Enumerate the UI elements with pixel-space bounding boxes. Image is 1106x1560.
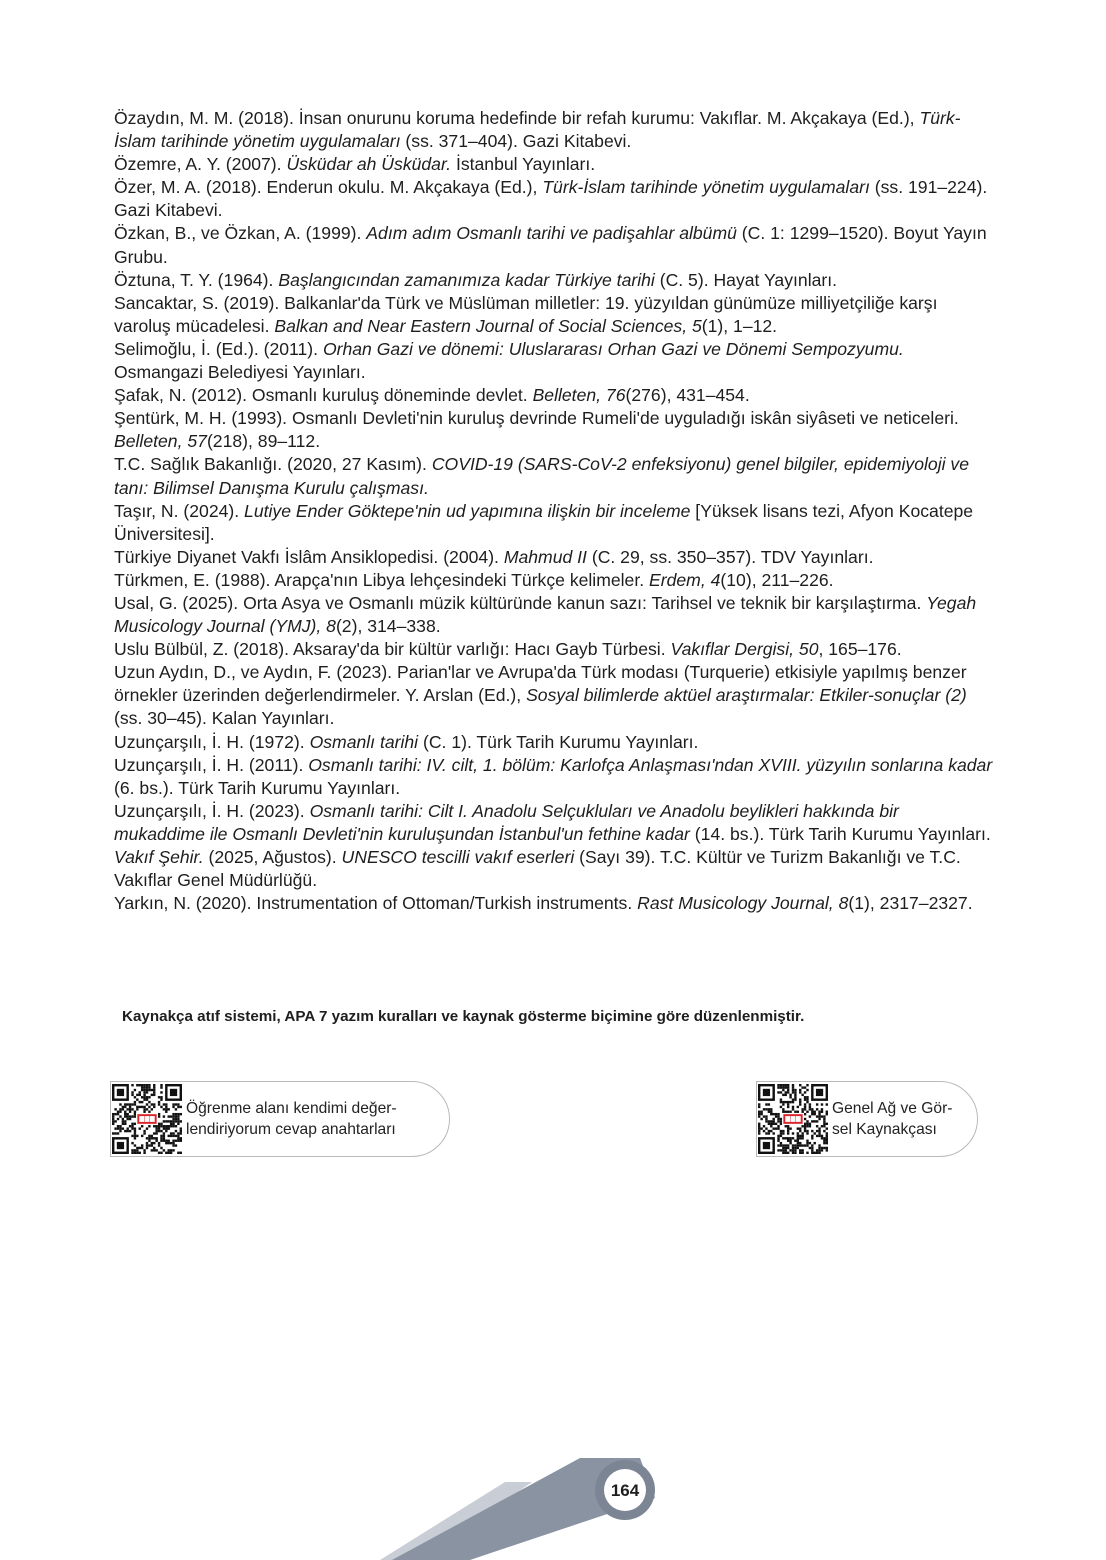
- page-number: 164: [610, 1481, 640, 1500]
- reference-entry: [114, 592, 994, 638]
- reference-text: Şentürk, M. H. (1993). Osmanlı Devleti'nin kuruluş devrinde Rumeli'de uyguladığı iskân siyâseti ve neticeleri.: [114, 408, 959, 429]
- reference-text: Uslu Bülbül, Z. (2018). Aksaray'da bir kültür varlığı: Hacı Gayb Türbesi.: [114, 639, 671, 660]
- reference-text: (C. 1). Türk Tarih Kurumu Yayınları.: [418, 731, 699, 752]
- qr-code-icon: [758, 1084, 828, 1154]
- reference-text: Usal, G. (2025). Orta Asya ve Osmanlı müzik kültüründe kanun sazı: Tarihsel ve teknik bir karşılaştırma.: [114, 592, 927, 613]
- reference-title: Belleten, 57: [114, 431, 207, 452]
- reference-title: Adım adım Osmanlı tarihi ve padişahlar albümü: [366, 223, 737, 244]
- reference-title: Sosyal bilimlerde aktüel araştırmalar: Etkiler-sonuçlar (2): [526, 685, 967, 706]
- reference-title: Rast Musicology Journal, 8: [637, 893, 849, 914]
- reference-entry: [114, 407, 994, 453]
- qr-link-label: [828, 1098, 952, 1140]
- reference-list: [114, 107, 994, 915]
- reference-text: (ss. 30–45). Kalan Yayınları.: [114, 708, 335, 729]
- answer-keys-qr-link[interactable]: [110, 1081, 450, 1157]
- reference-text: Uzunçarşılı, İ. H. (2011).: [114, 754, 309, 775]
- reference-text: (1), 2317–2327.: [848, 893, 973, 914]
- reference-text: Yarkın, N. (2020). Instrumentation of Ottoman/Turkish instruments.: [114, 893, 638, 914]
- reference-text: (2), 314–338.: [335, 616, 441, 637]
- reference-text: Osmangazi Belediyesi Yayınları.: [114, 362, 366, 383]
- reference-text: Özkan, B., ve Özkan, A. (1999).: [114, 223, 367, 244]
- reference-entry: [114, 292, 994, 338]
- reference-text: (C. 29, ss. 350–357). TDV Yayınları.: [586, 546, 874, 567]
- reference-title: Mahmud II: [503, 546, 587, 567]
- reference-text: (14. bs.). Türk Tarih Kurumu Yayınları.: [689, 823, 991, 844]
- reference-text: (10), 211–226.: [720, 569, 834, 590]
- reference-title: Türk-İslam tarihinde yönetim uygulamaları: [114, 108, 961, 152]
- reference-text: (C. 5). Hayat Yayınları.: [654, 269, 838, 290]
- reference-text: (218), 89–112.: [206, 431, 321, 452]
- qr-label-line: Genel Ağ ve Gör-: [832, 1100, 953, 1117]
- reference-entry: [114, 569, 994, 592]
- reference-text: Öztuna, T. Y. (1964).: [114, 269, 279, 290]
- citation-note: Kaynakça atıf sistemi, APA 7 yazım kuralları ve kaynak gösterme biçimine göre düzenlenmiştir.: [122, 1008, 805, 1025]
- visual-sources-qr-link[interactable]: [756, 1081, 978, 1157]
- qr-label-line: sel Kaynakçası: [832, 1121, 937, 1138]
- reference-entry: [114, 453, 994, 499]
- reference-entry: [114, 731, 994, 754]
- reference-text: (C. 1: 1299–1520). Boyut Yayın Grubu.: [114, 223, 987, 267]
- reference-text: İstanbul Yayınları.: [451, 154, 596, 175]
- reference-title: Vakıf Şehir.: [114, 847, 204, 867]
- reference-text: Uzun Aydın, D., ve Aydın, F. (2023). Parian'lar ve Avrupa'da Türk modası (Turquerie) etkisiyle yapılmış benzer örnekler üzerinden değerlendirmeler. Y. Arslan (Ed.),: [114, 662, 967, 706]
- qr-link-label: [182, 1098, 397, 1140]
- qr-code-icon: [112, 1084, 182, 1154]
- reference-text: (6. bs.). Türk Tarih Kurumu Yayınları.: [114, 777, 401, 798]
- reference-text: Türkiye Diyanet Vakfı İslâm Ansiklopedisi. (2004).: [114, 546, 504, 567]
- reference-text: Özer, M. A. (2018). Enderun okulu. M. Akçakaya (Ed.),: [114, 177, 543, 198]
- reference-text: Uzunçarşılı, İ. H. (1972).: [114, 731, 310, 752]
- reference-title: UNESCO tescilli vakıf eserleri: [341, 847, 575, 867]
- reference-text: (2025, Ağustos).: [203, 847, 342, 867]
- reference-entry: [114, 638, 994, 661]
- reference-title: Lutiye Ender Göktepe'nin ud yapımına ilişkin bir inceleme: [244, 500, 691, 521]
- reference-title: Balkan and Near Eastern Journal of Social Sciences, 5: [274, 315, 702, 336]
- reference-text: Türkmen, E. (1988). Arapça'nın Libya lehçesindeki Türkçe kelimeler.: [114, 569, 650, 590]
- reference-text: Selimoğlu, İ. (Ed.). (2011).: [114, 338, 323, 359]
- reference-title: COVID-19 (SARS-CoV-2 enfeksiyonu) genel bilgiler, epidemiyoloji ve tanı: Bilimsel Danışma Kurulu çalışması.: [114, 454, 969, 498]
- reference-title: Yegah Musicology Journal (YMJ), 8: [114, 592, 977, 637]
- reference-text: Sancaktar, S. (2019). Balkanlar'da Türk ve Müslüman milletler: 19. yüzyıldan günümüze milliyetçiliğe karşı varoluş mücadelesi.: [114, 292, 938, 336]
- reference-text: Şafak, N. (2012). Osmanlı kuruluş döneminde devlet.: [114, 385, 533, 406]
- reference-entry: [114, 846, 994, 892]
- reference-entry: [114, 800, 994, 846]
- reference-title: Erdem, 4: [649, 569, 721, 590]
- reference-entry: [114, 892, 994, 915]
- reference-text: (ss. 191–224). Gazi Kitabevi.: [114, 177, 988, 221]
- reference-entry: [114, 500, 994, 546]
- reference-title: Osmanlı tarihi: Cilt I. Anadolu Selçukluları ve Anadolu beylikleri hakkında bir mukaddime ile Osmanlı Devleti'nin kuruluşundan İstanbul'un fethine kadar: [114, 800, 899, 844]
- reference-text: Özaydın, M. M. (2018). İnsan onurunu koruma hedefinde bir refah kurumu: Vakıflar. M. Akçakaya (Ed.),: [114, 108, 920, 128]
- reference-text: Uzunçarşılı, İ. H. (2023).: [114, 800, 310, 821]
- reference-text: (1), 1–12.: [701, 315, 778, 336]
- reference-title: Osmanlı tarihi: IV. cilt, 1. bölüm: Karlofça Anlaşması'ndan XVIII. yüzyılın sonlarına kadar: [308, 754, 993, 775]
- reference-text: Özemre, A. Y. (2007).: [114, 154, 287, 175]
- reference-entry: [114, 269, 994, 292]
- reference-entry: [114, 384, 994, 407]
- reference-text: Taşır, N. (2024).: [114, 500, 245, 521]
- reference-text: (276), 431–454.: [625, 385, 750, 406]
- reference-text: (Sayı 39). T.C. Kültür ve Turizm Bakanlığı ve T.C. Vakıflar Genel Müdürlüğü.: [114, 847, 961, 891]
- reference-text: [Yüksek lisans tezi, Afyon Kocatepe Üniversitesi].: [114, 500, 974, 544]
- reference-entry: [114, 546, 994, 569]
- reference-entry: [114, 222, 994, 268]
- reference-title: Osmanlı tarihi: [309, 731, 419, 752]
- qr-label-line: Öğrenme alanı kendimi değer-: [186, 1100, 397, 1117]
- reference-text: (ss. 371–404). Gazi Kitabevi.: [400, 131, 632, 152]
- reference-entry: [114, 153, 994, 176]
- reference-entry: [114, 176, 994, 222]
- reference-text: T.C. Sağlık Bakanlığı. (2020, 27 Kasım).: [114, 454, 432, 475]
- reference-title: Vakıflar Dergisi, 50: [670, 639, 819, 660]
- reference-entry: [114, 754, 994, 800]
- reference-entry: [114, 661, 994, 730]
- reference-title: Türk-İslam tarihinde yönetim uygulamaları: [542, 177, 870, 198]
- reference-title: Üsküdar ah Üsküdar.: [286, 154, 452, 175]
- reference-title: Belleten, 76: [532, 385, 626, 406]
- footer-decoration: [0, 1440, 1106, 1560]
- reference-title: Başlangıcından zamanımıza kadar Türkiye tarihi: [278, 269, 655, 290]
- qr-label-line: lendiriyorum cevap anahtarları: [186, 1121, 396, 1138]
- reference-text: , 165–176.: [818, 639, 902, 660]
- reference-entry: [114, 338, 994, 384]
- reference-entry: [114, 107, 994, 153]
- reference-title: Orhan Gazi ve dönemi: Uluslararası Orhan Gazi ve Dönemi Sempozyumu.: [322, 338, 904, 359]
